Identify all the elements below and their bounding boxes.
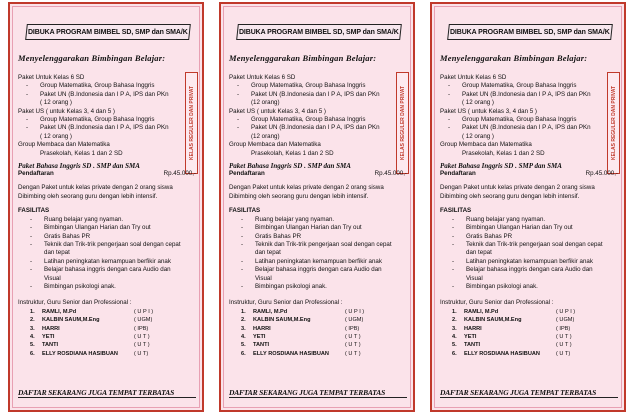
instructor-university: ( U T ) bbox=[134, 342, 150, 349]
facility-text: Bimbingan Ulangan Harian dan Try out bbox=[466, 224, 573, 232]
registration-label: Pendaftaran bbox=[229, 170, 265, 178]
facility-text: Bimbingan Ulangan Harian dan Try out bbox=[44, 224, 151, 232]
side-label-box bbox=[396, 72, 409, 174]
facility-item: - Gratis Bahas PR bbox=[452, 232, 513, 240]
instructor-name: HARRI bbox=[253, 325, 271, 332]
instructor-university: ( U P I ) bbox=[134, 308, 154, 315]
instructor-number: 1. bbox=[241, 308, 246, 315]
instructor-row bbox=[18, 325, 182, 333]
facility-item: - Gratis Bahas PR bbox=[30, 232, 91, 240]
instructor-university: ( U T ) bbox=[345, 333, 361, 340]
registration-amount: Rp.45.000,- bbox=[374, 170, 407, 178]
instructor-row bbox=[229, 341, 393, 349]
facilities-heading: FASILITAS bbox=[229, 207, 261, 215]
facilities-heading: FASILITAS bbox=[440, 207, 472, 215]
instructor-row bbox=[440, 308, 604, 316]
package-bullet: - Paket UN (B.Indonesia dan I P A, IPS dan PKn bbox=[26, 124, 169, 132]
package-bullet: - Group Matematika, Group Bahasa Inggris bbox=[26, 116, 155, 124]
instructor-number: 3. bbox=[30, 325, 35, 332]
instructor-number: 3. bbox=[241, 325, 246, 332]
instructor-row bbox=[440, 350, 604, 358]
package-line: Paket Untuk Kelas 6 SD bbox=[440, 74, 507, 81]
facility-item: - Bimbingan Ulangan Harian dan Try out bbox=[30, 224, 151, 232]
tagline: Menyelenggarakan Bimbingan Belajar: bbox=[440, 53, 588, 63]
instructor-name: YETI bbox=[464, 333, 477, 340]
instructor-number: 6. bbox=[452, 350, 457, 357]
facility-text: Latihan peningkatan kemampuan berfikir anak bbox=[466, 257, 593, 265]
instructor-name: RAMLI, M.Pd bbox=[253, 308, 288, 315]
facility-item-cont bbox=[18, 275, 182, 283]
instructor-university: ( IPB) bbox=[345, 325, 360, 332]
facilities-heading: FASILITAS bbox=[18, 207, 50, 215]
facility-text: Visual bbox=[466, 274, 483, 282]
bullet-text: Paket UN (B.Indonesia dan I P A, IPS dan PKn bbox=[40, 90, 169, 98]
bullet-text: Group Matematika, Group Bahasa Inggris bbox=[462, 116, 577, 124]
facility-text: dan tepat bbox=[466, 249, 492, 257]
instructor-university: ( U T ) bbox=[134, 333, 150, 340]
facility-text: Visual bbox=[44, 274, 61, 282]
facility-item: - Teknik dan Trik-trik pengerjaan soal dengan cepat bbox=[452, 240, 603, 248]
facility-item: - Bimbingan psikologi anak. bbox=[30, 282, 116, 290]
program-banner bbox=[25, 24, 191, 40]
description-line: Dibimbing oleh seorang guru dengan lebih intensif. bbox=[18, 192, 158, 200]
facility-text: Belajar bahasa inggris dengan cara Audio dan bbox=[255, 266, 382, 274]
banner-text: DIBUKA PROGRAM BIMBEL SD, SMP dan SMA/K bbox=[450, 28, 610, 36]
instructor-number: 4. bbox=[452, 333, 457, 340]
instructor-name: RAMLI, M.Pd bbox=[42, 308, 77, 315]
package-line: Group Membaca dan Matematika bbox=[440, 141, 532, 149]
description-line: Dibimbing oleh seorang guru dengan lebih intensif. bbox=[440, 192, 580, 200]
facility-item: - Gratis Bahas PR bbox=[241, 232, 302, 240]
facility-item-cont bbox=[229, 275, 393, 283]
package-bullet: - Paket UN (B.Indonesia dan I P A, IPS dan PKn bbox=[448, 90, 591, 98]
instructor-university: ( UGM) bbox=[556, 317, 575, 324]
bullet-text: Paket UN (B.Indonesia dan I P A, IPS dan PKn bbox=[462, 124, 591, 132]
instructor-name: KALBIN SAUM,M.Eng bbox=[42, 317, 100, 324]
english-package-title: Paket Bahasa Inggris SD . SMP dan SMA bbox=[18, 162, 140, 171]
instructor-university: ( U T ) bbox=[345, 342, 361, 349]
instructor-name: TANTI bbox=[253, 342, 270, 349]
instructor-number: 5. bbox=[30, 342, 35, 349]
package-line: Paket US ( untuk Kelas 3, 4 dan 5 ) bbox=[440, 107, 537, 115]
package-bullet: - Group Matematika, Group Bahasa Inggris bbox=[237, 82, 366, 90]
facility-text: Latihan peningkatan kemampuan berfikir anak bbox=[255, 257, 382, 265]
instructor-name: KALBIN SAUM,M.Eng bbox=[253, 317, 311, 324]
tagline: Menyelenggarakan Bimbingan Belajar: bbox=[18, 53, 166, 63]
bullet-text: Paket UN (B.Indonesia dan I P A, IPS dan PKn bbox=[251, 90, 380, 98]
flyer-2 bbox=[219, 2, 415, 412]
instructor-name: TANTI bbox=[464, 342, 481, 349]
facility-text: Bimbingan Ulangan Harian dan Try out bbox=[255, 224, 362, 232]
description-line: Dibimbing oleh seorang guru dengan lebih intensif. bbox=[229, 192, 369, 200]
instructor-name: YETI bbox=[253, 333, 266, 340]
instructor-number: 2. bbox=[30, 317, 35, 324]
instructor-row bbox=[440, 341, 604, 349]
instructor-row bbox=[18, 350, 182, 358]
facility-item: - Ruang belajar yang nyaman. bbox=[241, 215, 335, 223]
facility-item: - Belajar bahasa inggris dengan cara Audio dan bbox=[30, 266, 171, 274]
package-bullet-cont: ( 12 orang ) bbox=[40, 132, 72, 140]
facility-item-cont bbox=[18, 249, 182, 257]
facility-text: Teknik dan Trik-trik pengerjaan soal dengan cepat bbox=[466, 240, 603, 248]
flyer-3 bbox=[430, 2, 626, 412]
package-bullet-cont: ( 12 orang ) bbox=[462, 99, 494, 107]
instructor-row bbox=[229, 350, 393, 358]
package-bullet: - Paket UN (B.Indonesia dan I P A, IPS dan PKn bbox=[26, 90, 169, 98]
instructor-university: ( UGM) bbox=[345, 317, 364, 324]
facility-text: dan tepat bbox=[255, 249, 281, 257]
instructor-row bbox=[18, 308, 182, 316]
package-bullet-cont: (12 orang) bbox=[251, 99, 280, 107]
instructors-heading: Instruktur, Guru Senior dan Professional : bbox=[440, 299, 554, 307]
registration-amount: Rp.45.000,- bbox=[163, 170, 196, 178]
program-banner bbox=[447, 24, 613, 40]
package-bullet-cont: ( 12 orang ) bbox=[462, 132, 494, 140]
facility-text: dan tepat bbox=[44, 249, 70, 257]
instructor-name: ELLY ROSDIANA HASIBUAN bbox=[42, 350, 118, 357]
banner-text: DIBUKA PROGRAM BIMBEL SD, SMP dan SMA/K bbox=[28, 28, 188, 36]
side-label: KELAS REGULER DAN PRIVAT bbox=[188, 86, 195, 160]
banner-text: DIBUKA PROGRAM BIMBEL SD, SMP dan SMA/K bbox=[239, 28, 399, 36]
instructor-name: HARRI bbox=[464, 325, 482, 332]
flyer-1 bbox=[8, 2, 204, 412]
facility-item: - Belajar bahasa inggris dengan cara Audio dan bbox=[452, 266, 593, 274]
facility-text: Ruang belajar yang nyaman. bbox=[255, 215, 335, 223]
tagline: Menyelenggarakan Bimbingan Belajar: bbox=[229, 53, 377, 63]
facility-item-cont bbox=[440, 275, 604, 283]
instructor-university: ( U T ) bbox=[345, 350, 361, 357]
instructor-row bbox=[229, 308, 393, 316]
instructor-university: ( U T) bbox=[134, 350, 149, 357]
package-line: Paket US ( untuk Kelas 3, 4 dan 5 ) bbox=[18, 107, 115, 115]
facility-text: Belajar bahasa inggris dengan cara Audio dan bbox=[466, 266, 593, 274]
instructor-university: ( U P I ) bbox=[345, 308, 365, 315]
instructor-number: 5. bbox=[452, 342, 457, 349]
facility-text: Belajar bahasa inggris dengan cara Audio dan bbox=[44, 266, 171, 274]
side-label-box bbox=[185, 72, 198, 174]
instructor-name: HARRI bbox=[42, 325, 60, 332]
package-line-indent: Prasekolah, Kelas 1 dan 2 SD bbox=[251, 149, 334, 157]
facility-item: - Bimbingan Ulangan Harian dan Try out bbox=[241, 224, 362, 232]
package-bullet: - Group Matematika, Group Bahasa Inggris bbox=[26, 82, 155, 90]
facility-item: - Latihan peningkatan kemampuan berfikir anak bbox=[30, 257, 171, 265]
instructor-number: 4. bbox=[30, 333, 35, 340]
side-label: KELAS REGULER DAN PRIVAT bbox=[610, 86, 617, 160]
footer-call-to-action: DAFTAR SEKARANG JUGA TEMPAT TERBATAS bbox=[440, 388, 618, 398]
facility-text: Gratis Bahas PR bbox=[44, 232, 91, 240]
description-line: Dengan Paket untuk kelas private dengan 2 orang siswa bbox=[440, 184, 595, 192]
facility-text: Ruang belajar yang nyaman. bbox=[44, 215, 124, 223]
registration-row bbox=[440, 170, 618, 178]
facility-text: Gratis Bahas PR bbox=[255, 232, 302, 240]
side-label-box bbox=[607, 72, 620, 174]
instructor-row bbox=[440, 316, 604, 324]
package-bullet: - Paket UN (B.Indonesia dan I P A, IPS dan PKn bbox=[237, 124, 380, 132]
program-banner bbox=[236, 24, 402, 40]
footer-call-to-action: DAFTAR SEKARANG JUGA TEMPAT TERBATAS bbox=[229, 388, 407, 398]
package-line: Group Membaca dan Matematika bbox=[229, 141, 321, 149]
side-label: KELAS REGULER DAN PRIVAT bbox=[399, 86, 406, 160]
package-line: Paket US ( untuk Kelas 3, 4 dan 5 ) bbox=[229, 107, 326, 115]
facility-item: - Belajar bahasa inggris dengan cara Audio dan bbox=[241, 266, 382, 274]
facility-text: Bimbingan psikologi anak. bbox=[255, 282, 327, 290]
bullet-text: Group Matematika, Group Bahasa Inggris bbox=[40, 82, 155, 90]
instructor-row bbox=[18, 316, 182, 324]
package-bullet: - Group Matematika, Group Bahasa Inggris bbox=[448, 116, 577, 124]
facility-item: - Teknik dan Trik-trik pengerjaan soal dengan cepat bbox=[30, 240, 181, 248]
facility-text: Latihan peningkatan kemampuan berfikir anak bbox=[44, 257, 171, 265]
facility-item: - Ruang belajar yang nyaman. bbox=[30, 215, 124, 223]
package-line: Paket Untuk Kelas 6 SD bbox=[18, 74, 85, 81]
instructor-number: 1. bbox=[452, 308, 457, 315]
registration-amount: Rp.45.000,- bbox=[585, 170, 618, 178]
instructor-name: RAMLI, M.Pd bbox=[464, 308, 499, 315]
description-line: Dengan Paket untuk kelas private dengan 2 orang siswa bbox=[229, 184, 384, 192]
footer-call-to-action: DAFTAR SEKARANG JUGA TEMPAT TERBATAS bbox=[18, 388, 196, 398]
facility-item: - Teknik dan Trik-trik pengerjaan soal dengan cepat bbox=[241, 240, 392, 248]
bullet-text: Group Matematika, Group Bahasa Inggris bbox=[251, 82, 366, 90]
package-bullet-cont: ( 12 orang ) bbox=[40, 99, 72, 107]
bullet-text: Group Matematika, Group Bahasa Inggris bbox=[251, 116, 366, 124]
facility-text: Bimbingan psikologi anak. bbox=[466, 282, 538, 290]
facility-item: - Latihan peningkatan kemampuan berfikir anak bbox=[241, 257, 382, 265]
instructor-number: 2. bbox=[241, 317, 246, 324]
bullet-text: Paket UN (B.Indonesia dan I P A, IPS dan PKn bbox=[462, 90, 591, 98]
facility-text: Gratis Bahas PR bbox=[466, 232, 513, 240]
instructor-row bbox=[229, 316, 393, 324]
instructor-row bbox=[229, 333, 393, 341]
instructor-number: 6. bbox=[241, 350, 246, 357]
facility-item: - Ruang belajar yang nyaman. bbox=[452, 215, 546, 223]
package-bullet: - Paket UN (B.Indonesia dan I P A, IPS dan PKn bbox=[237, 90, 380, 98]
facility-item: - Bimbingan Ulangan Harian dan Try out bbox=[452, 224, 573, 232]
bullet-text: Paket UN (B.Indonesia dan I P A, IPS dan PKn bbox=[251, 124, 380, 132]
registration-row bbox=[18, 170, 196, 178]
instructor-number: 3. bbox=[452, 325, 457, 332]
instructor-university: ( UGM) bbox=[134, 317, 153, 324]
instructors-heading: Instruktur, Guru Senior dan Professional : bbox=[229, 299, 343, 307]
registration-row bbox=[229, 170, 407, 178]
instructors-heading: Instruktur, Guru Senior dan Professional : bbox=[18, 299, 132, 307]
instructor-name: KALBIN SAUM,M.Eng bbox=[464, 317, 522, 324]
instructor-university: ( U T ) bbox=[556, 333, 572, 340]
package-bullet-cont: (12 orang) bbox=[251, 132, 280, 140]
package-bullet: - Group Matematika, Group Bahasa Inggris bbox=[448, 82, 577, 90]
facility-item-cont bbox=[440, 249, 604, 257]
instructor-row bbox=[440, 333, 604, 341]
facility-item-cont bbox=[229, 249, 393, 257]
instructor-name: ELLY ROSDIANA HASIBUAN bbox=[464, 350, 540, 357]
facility-text: Visual bbox=[255, 274, 272, 282]
instructor-university: ( U P I ) bbox=[556, 308, 576, 315]
facility-text: Ruang belajar yang nyaman. bbox=[466, 215, 546, 223]
bullet-text: Group Matematika, Group Bahasa Inggris bbox=[40, 116, 155, 124]
instructor-university: ( U T) bbox=[556, 350, 571, 357]
package-line-indent: Prasekolah, Kelas 1 dan 2 SD bbox=[462, 149, 545, 157]
facility-item: - Latihan peningkatan kemampuan berfikir anak bbox=[452, 257, 593, 265]
facility-item: - Bimbingan psikologi anak. bbox=[241, 282, 327, 290]
english-package-title: Paket Bahasa Inggris SD . SMP dan SMA bbox=[440, 162, 562, 171]
instructor-university: ( U T ) bbox=[556, 342, 572, 349]
package-line-indent: Prasekolah, Kelas 1 dan 2 SD bbox=[40, 149, 123, 157]
description-line: Dengan Paket untuk kelas private dengan 2 orang siswa bbox=[18, 184, 173, 192]
instructor-row bbox=[18, 333, 182, 341]
instructor-number: 6. bbox=[30, 350, 35, 357]
instructor-row bbox=[18, 341, 182, 349]
instructor-name: ELLY ROSDIANA HASIBUAN bbox=[253, 350, 329, 357]
instructor-university: ( IPB) bbox=[556, 325, 571, 332]
facility-text: Teknik dan Trik-trik pengerjaan soal dengan cepat bbox=[44, 240, 181, 248]
instructor-row bbox=[229, 325, 393, 333]
bullet-text: Group Matematika, Group Bahasa Inggris bbox=[462, 82, 577, 90]
facility-item: - Bimbingan psikologi anak. bbox=[452, 282, 538, 290]
package-bullet: - Group Matematika, Group Bahasa Inggris bbox=[237, 116, 366, 124]
instructor-name: YETI bbox=[42, 333, 55, 340]
instructor-number: 1. bbox=[30, 308, 35, 315]
package-bullet: - Paket UN (B.Indonesia dan I P A, IPS dan PKn bbox=[448, 124, 591, 132]
package-line: Paket Untuk Kelas 6 SD bbox=[229, 74, 296, 81]
instructor-number: 4. bbox=[241, 333, 246, 340]
bullet-text: Paket UN (B.Indonesia dan I P A, IPS dan PKn bbox=[40, 124, 169, 132]
instructor-number: 2. bbox=[452, 317, 457, 324]
instructor-row bbox=[440, 325, 604, 333]
instructor-number: 5. bbox=[241, 342, 246, 349]
registration-label: Pendaftaran bbox=[18, 170, 54, 178]
english-package-title: Paket Bahasa Inggris SD . SMP dan SMA bbox=[229, 162, 351, 171]
facility-text: Teknik dan Trik-trik pengerjaan soal dengan cepat bbox=[255, 240, 392, 248]
instructor-name: TANTI bbox=[42, 342, 59, 349]
instructor-university: ( IPB) bbox=[134, 325, 149, 332]
package-line: Group Membaca dan Matematika bbox=[18, 141, 110, 149]
facility-text: Bimbingan psikologi anak. bbox=[44, 282, 116, 290]
registration-label: Pendaftaran bbox=[440, 170, 476, 178]
